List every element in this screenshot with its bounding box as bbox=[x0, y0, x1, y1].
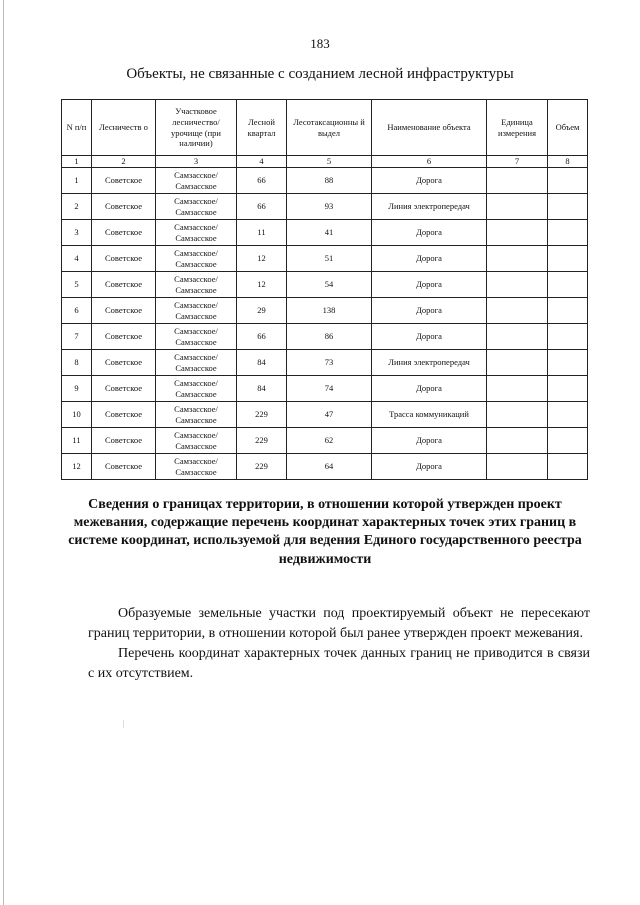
cell-vydel: 64 bbox=[287, 454, 372, 480]
cell-volume bbox=[548, 246, 588, 272]
cell-volume bbox=[548, 402, 588, 428]
table-row bbox=[62, 428, 588, 454]
cell-object: Дорога bbox=[372, 376, 487, 402]
table-row bbox=[62, 376, 588, 402]
cell-vydel: 93 bbox=[287, 194, 372, 220]
column-number: 5 bbox=[287, 156, 372, 168]
column-number: 1 bbox=[62, 156, 92, 168]
column-number: 7 bbox=[487, 156, 548, 168]
table-header-row bbox=[62, 100, 588, 156]
cell-vydel: 88 bbox=[287, 168, 372, 194]
cell-lesnichestvo: Советское bbox=[92, 376, 156, 402]
cell-kvartal: 11 bbox=[237, 220, 287, 246]
column-number: 3 bbox=[156, 156, 237, 168]
cell-vydel: 41 bbox=[287, 220, 372, 246]
col-header-object: Наименование объекта bbox=[372, 100, 487, 156]
scan-artifact bbox=[123, 720, 124, 728]
cell-unit bbox=[487, 324, 548, 350]
cell-unit bbox=[487, 298, 548, 324]
cell-kvartal: 84 bbox=[237, 350, 287, 376]
cell-uchastok: Самзасское/ Самзасское bbox=[156, 298, 237, 324]
cell-object: Дорога bbox=[372, 168, 487, 194]
cell-kvartal: 12 bbox=[237, 246, 287, 272]
col-header-volume: Объем bbox=[548, 100, 588, 156]
cell-unit bbox=[487, 194, 548, 220]
cell-unit bbox=[487, 272, 548, 298]
cell-number: 4 bbox=[62, 246, 92, 272]
cell-object: Дорога bbox=[372, 220, 487, 246]
cell-lesnichestvo: Советское bbox=[92, 454, 156, 480]
cell-uchastok: Самзасское/ Самзасское bbox=[156, 194, 237, 220]
cell-number: 10 bbox=[62, 402, 92, 428]
cell-number: 2 bbox=[62, 194, 92, 220]
cell-uchastok: Самзасское/ Самзасское bbox=[156, 376, 237, 402]
table-row bbox=[62, 246, 588, 272]
cell-volume bbox=[548, 376, 588, 402]
scan-edge-line bbox=[3, 0, 4, 905]
cell-unit bbox=[487, 428, 548, 454]
cell-number: 8 bbox=[62, 350, 92, 376]
column-number: 8 bbox=[548, 156, 588, 168]
cell-uchastok: Самзасское/ Самзасское bbox=[156, 246, 237, 272]
cell-unit bbox=[487, 376, 548, 402]
col-header-lesnichestvo: Лесничеств о bbox=[92, 100, 156, 156]
table-row bbox=[62, 220, 588, 246]
cell-volume bbox=[548, 220, 588, 246]
paragraph bbox=[88, 604, 590, 645]
table-row bbox=[62, 324, 588, 350]
paragraph-text: Перечень координат характерных точек данных границ не приводится в связи с их отсутствием. bbox=[88, 646, 590, 682]
table-row bbox=[62, 298, 588, 324]
page-number: 183 bbox=[310, 36, 330, 51]
col-header-vydel: Лесотаксационны й выдел bbox=[287, 100, 372, 156]
paragraph-text: Образуемые земельные участки под проектируемый объект не пересекают границ территории, в отношении которой был ранее утвержден проект межевания. bbox=[88, 606, 590, 642]
cell-object: Трасса коммуникаций bbox=[372, 402, 487, 428]
table-row bbox=[62, 454, 588, 480]
cell-volume bbox=[548, 350, 588, 376]
cell-vydel: 138 bbox=[287, 298, 372, 324]
col-header-unit: Единица измерения bbox=[487, 100, 548, 156]
cell-unit bbox=[487, 168, 548, 194]
col-header-number: N п/п bbox=[62, 100, 92, 156]
cell-lesnichestvo: Советское bbox=[92, 324, 156, 350]
col-header-uchastok: Участковое лесничество/ урочище (при наличии) bbox=[156, 100, 237, 156]
cell-object: Дорога bbox=[372, 272, 487, 298]
cell-object: Линия электропередач bbox=[372, 350, 487, 376]
cell-volume bbox=[548, 428, 588, 454]
cell-unit bbox=[487, 220, 548, 246]
cell-lesnichestvo: Советское bbox=[92, 246, 156, 272]
cell-number: 11 bbox=[62, 428, 92, 454]
cell-object: Линия электропередач bbox=[372, 194, 487, 220]
paragraph bbox=[88, 644, 590, 685]
cell-number: 6 bbox=[62, 298, 92, 324]
cell-volume bbox=[548, 168, 588, 194]
cell-unit bbox=[487, 246, 548, 272]
cell-vydel: 73 bbox=[287, 350, 372, 376]
cell-uchastok: Самзасское/ Самзасское bbox=[156, 428, 237, 454]
cell-lesnichestvo: Советское bbox=[92, 298, 156, 324]
cell-kvartal: 66 bbox=[237, 168, 287, 194]
cell-kvartal: 229 bbox=[237, 454, 287, 480]
column-number: 6 bbox=[372, 156, 487, 168]
cell-kvartal: 66 bbox=[237, 194, 287, 220]
table-row bbox=[62, 350, 588, 376]
column-number: 2 bbox=[92, 156, 156, 168]
cell-lesnichestvo: Советское bbox=[92, 194, 156, 220]
cell-lesnichestvo: Советское bbox=[92, 272, 156, 298]
cell-unit bbox=[487, 350, 548, 376]
cell-volume bbox=[548, 454, 588, 480]
cell-number: 9 bbox=[62, 376, 92, 402]
objects-table bbox=[61, 99, 588, 480]
cell-volume bbox=[548, 272, 588, 298]
cell-object: Дорога bbox=[372, 428, 487, 454]
cell-unit bbox=[487, 402, 548, 428]
cell-kvartal: 66 bbox=[237, 324, 287, 350]
cell-vydel: 74 bbox=[287, 376, 372, 402]
cell-uchastok: Самзасское/ Самзасское bbox=[156, 220, 237, 246]
cell-vydel: 54 bbox=[287, 272, 372, 298]
column-number-row bbox=[62, 156, 588, 168]
cell-object: Дорога bbox=[372, 246, 487, 272]
column-number: 4 bbox=[237, 156, 287, 168]
cell-vydel: 86 bbox=[287, 324, 372, 350]
cell-kvartal: 229 bbox=[237, 402, 287, 428]
cell-number: 1 bbox=[62, 168, 92, 194]
col-header-kvartal: Лесной квартал bbox=[237, 100, 287, 156]
cell-uchastok: Самзасское/ Самзасское bbox=[156, 402, 237, 428]
cell-number: 5 bbox=[62, 272, 92, 298]
cell-lesnichestvo: Советское bbox=[92, 428, 156, 454]
cell-kvartal: 229 bbox=[237, 428, 287, 454]
cell-vydel: 51 bbox=[287, 246, 372, 272]
cell-uchastok: Самзасское/ Самзасское bbox=[156, 350, 237, 376]
cell-lesnichestvo: Советское bbox=[92, 402, 156, 428]
cell-number: 12 bbox=[62, 454, 92, 480]
cell-number: 7 bbox=[62, 324, 92, 350]
cell-object: Дорога bbox=[372, 324, 487, 350]
cell-object: Дорога bbox=[372, 298, 487, 324]
cell-vydel: 47 bbox=[287, 402, 372, 428]
cell-kvartal: 84 bbox=[237, 376, 287, 402]
cell-lesnichestvo: Советское bbox=[92, 220, 156, 246]
cell-kvartal: 29 bbox=[237, 298, 287, 324]
cell-volume bbox=[548, 324, 588, 350]
table-row bbox=[62, 272, 588, 298]
section-heading: Сведения о границах территории, в отношении которой утвержден проект межевания, содержащие перечень координат характерных точек этих границ в системе координат, используемой для ведения Единого государственного реестра недвижимости bbox=[68, 497, 582, 567]
cell-lesnichestvo: Советское bbox=[92, 350, 156, 376]
cell-volume bbox=[548, 194, 588, 220]
cell-volume bbox=[548, 298, 588, 324]
table-title: Объекты, не связанные с созданием лесной инфраструктуры bbox=[126, 66, 514, 82]
cell-number: 3 bbox=[62, 220, 92, 246]
cell-uchastok: Самзасское/ Самзасское bbox=[156, 168, 237, 194]
cell-uchastok: Самзасское/ Самзасское bbox=[156, 324, 237, 350]
cell-object: Дорога bbox=[372, 454, 487, 480]
cell-lesnichestvo: Советское bbox=[92, 168, 156, 194]
cell-vydel: 62 bbox=[287, 428, 372, 454]
table-body bbox=[62, 168, 588, 480]
table-row bbox=[62, 402, 588, 428]
cell-unit bbox=[487, 454, 548, 480]
table-row bbox=[62, 168, 588, 194]
table-row bbox=[62, 194, 588, 220]
cell-kvartal: 12 bbox=[237, 272, 287, 298]
cell-uchastok: Самзасское/ Самзасское bbox=[156, 272, 237, 298]
cell-uchastok: Самзасское/ Самзасское bbox=[156, 454, 237, 480]
